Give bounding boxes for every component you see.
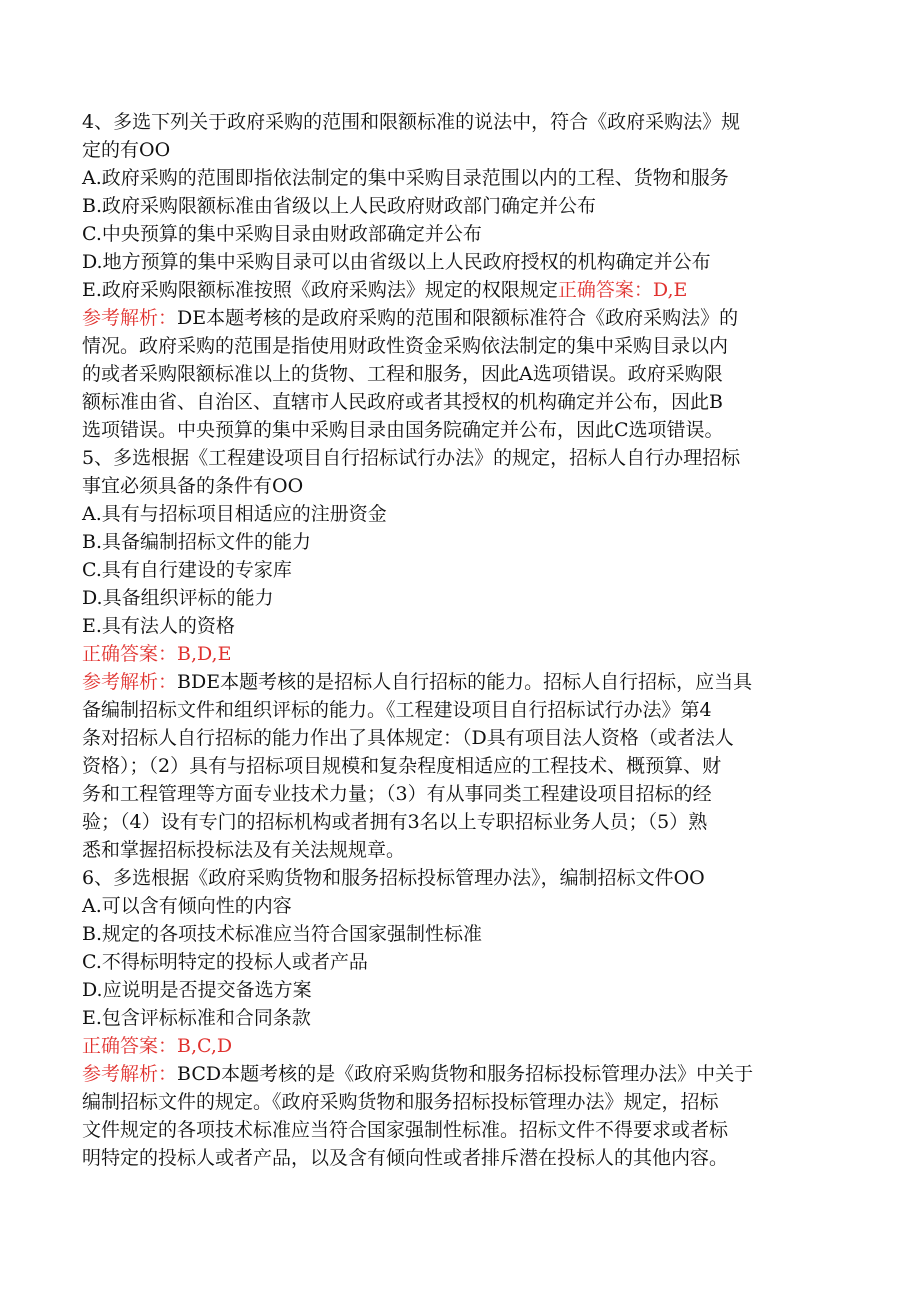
correct-answer: 正确答案：B,C,D: [82, 1035, 233, 1057]
analysis-line: 的或者采购限额标准以上的货物、工程和服务，因此A选项错误。政府采购限: [82, 363, 723, 385]
question-6: [82, 864, 842, 1172]
option-b: B.政府采购限额标准由省级以上人民政府财政部门确定并公布: [82, 195, 597, 217]
analysis-line: 务和工程管理等方面专业技术力量；（3）有从事同类工程建设项目招标的经: [82, 783, 712, 805]
analysis-line: 文件规定的各项技术标准应当符合国家强制性标准。招标文件不得要求或者标: [82, 1119, 729, 1141]
analysis-label: 参考解析：: [82, 307, 178, 329]
option-e: E.具有法人的资格: [82, 615, 235, 637]
analysis-label: 参考解析：: [82, 1063, 178, 1085]
analysis-line: 额标准由省、自治区、直辖市人民政府或者其授权的机构确定并公布，因此B: [82, 391, 723, 413]
analysis-line: 编制招标文件的规定。《政府采购货物和服务招标投标管理办法》规定，招标: [82, 1091, 719, 1113]
option-e: E.政府采购限额标准按照《政府采购法》规定的权限规定: [82, 279, 558, 301]
option-c: C.不得标明特定的投标人或者产品: [82, 951, 368, 973]
analysis-line: 情况。政府采购的范围是指使用财政性资金采购依法制定的集中采购目录以内: [82, 335, 729, 357]
analysis-line: [82, 668, 842, 696]
analysis-line: 验；（4）设有专门的招标机构或者拥有3名以上专职招标业务人员；（5）熟: [82, 811, 708, 833]
option-a: A.可以含有倾向性的内容: [82, 895, 292, 917]
question-stem-line: 定的有OO: [82, 139, 171, 161]
analysis-line: 条对招标人自行招标的能力作出了具体规定：（D具有项目法人资格（或者法人: [82, 727, 734, 749]
option-d: D.具备组织评标的能力: [82, 587, 274, 609]
analysis-line: 悉和掌握招标投标法及有关法规规章。: [82, 839, 406, 861]
document-page: [82, 108, 842, 1172]
option-b: B.规定的各项技术标准应当符合国家强制性标准: [82, 923, 483, 945]
analysis-text: BCD本题考核的是《政府采购货物和服务招标投标管理办法》中关于: [177, 1063, 754, 1085]
option-c: C.中央预算的集中采购目录由财政部确定并公布: [82, 223, 482, 245]
analysis-line: [82, 304, 842, 332]
option-c: C.具有自行建设的专家库: [82, 559, 292, 581]
analysis-line: 明特定的投标人或者产品，以及含有倾向性或者排斥潜在投标人的其他内容。: [82, 1147, 729, 1169]
analysis-line: [82, 1060, 842, 1088]
analysis-line: 选项错误。中央预算的集中采购目录由国务院确定并公布，因此C选项错误。: [82, 419, 724, 441]
option-d: D.应说明是否提交备选方案: [82, 979, 312, 1001]
option-b: B.具备编制招标文件的能力: [82, 531, 312, 553]
correct-answer: 正确答案：B,D,E: [82, 643, 232, 665]
question-4: [82, 108, 842, 444]
analysis-line: 资格）；（2）具有与招标项目规模和复杂程度相适应的工程技术、概预算、财: [82, 755, 722, 777]
correct-answer: 正确答案：D,E: [557, 279, 688, 301]
analysis-label: 参考解析：: [82, 671, 178, 693]
analysis-line: 备编制招标文件和组织评标的能力。《工程建设项目自行招标试行办法》第4: [82, 699, 712, 721]
option-a: A.具有与招标项目相适应的注册资金: [82, 503, 387, 525]
option-d: D.地方预算的集中采购目录可以由省级以上人民政府授权的机构确定并公布: [82, 251, 711, 273]
option-e-with-answer: [82, 276, 842, 304]
question-stem-line: 6、多选根据《政府采购货物和服务招标投标管理办法》，编制招标文件OO: [82, 867, 705, 889]
option-a: A.政府采购的范围即指依法制定的集中采购目录范围以内的工程、货物和服务: [82, 167, 729, 189]
question-stem-line: 5、多选根据《工程建设项目自行招标试行办法》的规定，招标人自行办理招标: [82, 447, 741, 469]
question-stem-line: 4、多选下列关于政府采购的范围和限额标准的说法中，符合《政府采购法》规: [82, 111, 741, 133]
option-e: E.包含评标标准和合同条款: [82, 1007, 311, 1029]
analysis-text: DE本题考核的是政府采购的范围和限额标准符合《政府采购法》的: [177, 307, 739, 329]
analysis-text: BDE本题考核的是招标人自行招标的能力。招标人自行招标，应当具: [177, 671, 753, 693]
question-5: [82, 444, 842, 864]
question-stem-line: 事宜必须具备的条件有OO: [82, 475, 304, 497]
